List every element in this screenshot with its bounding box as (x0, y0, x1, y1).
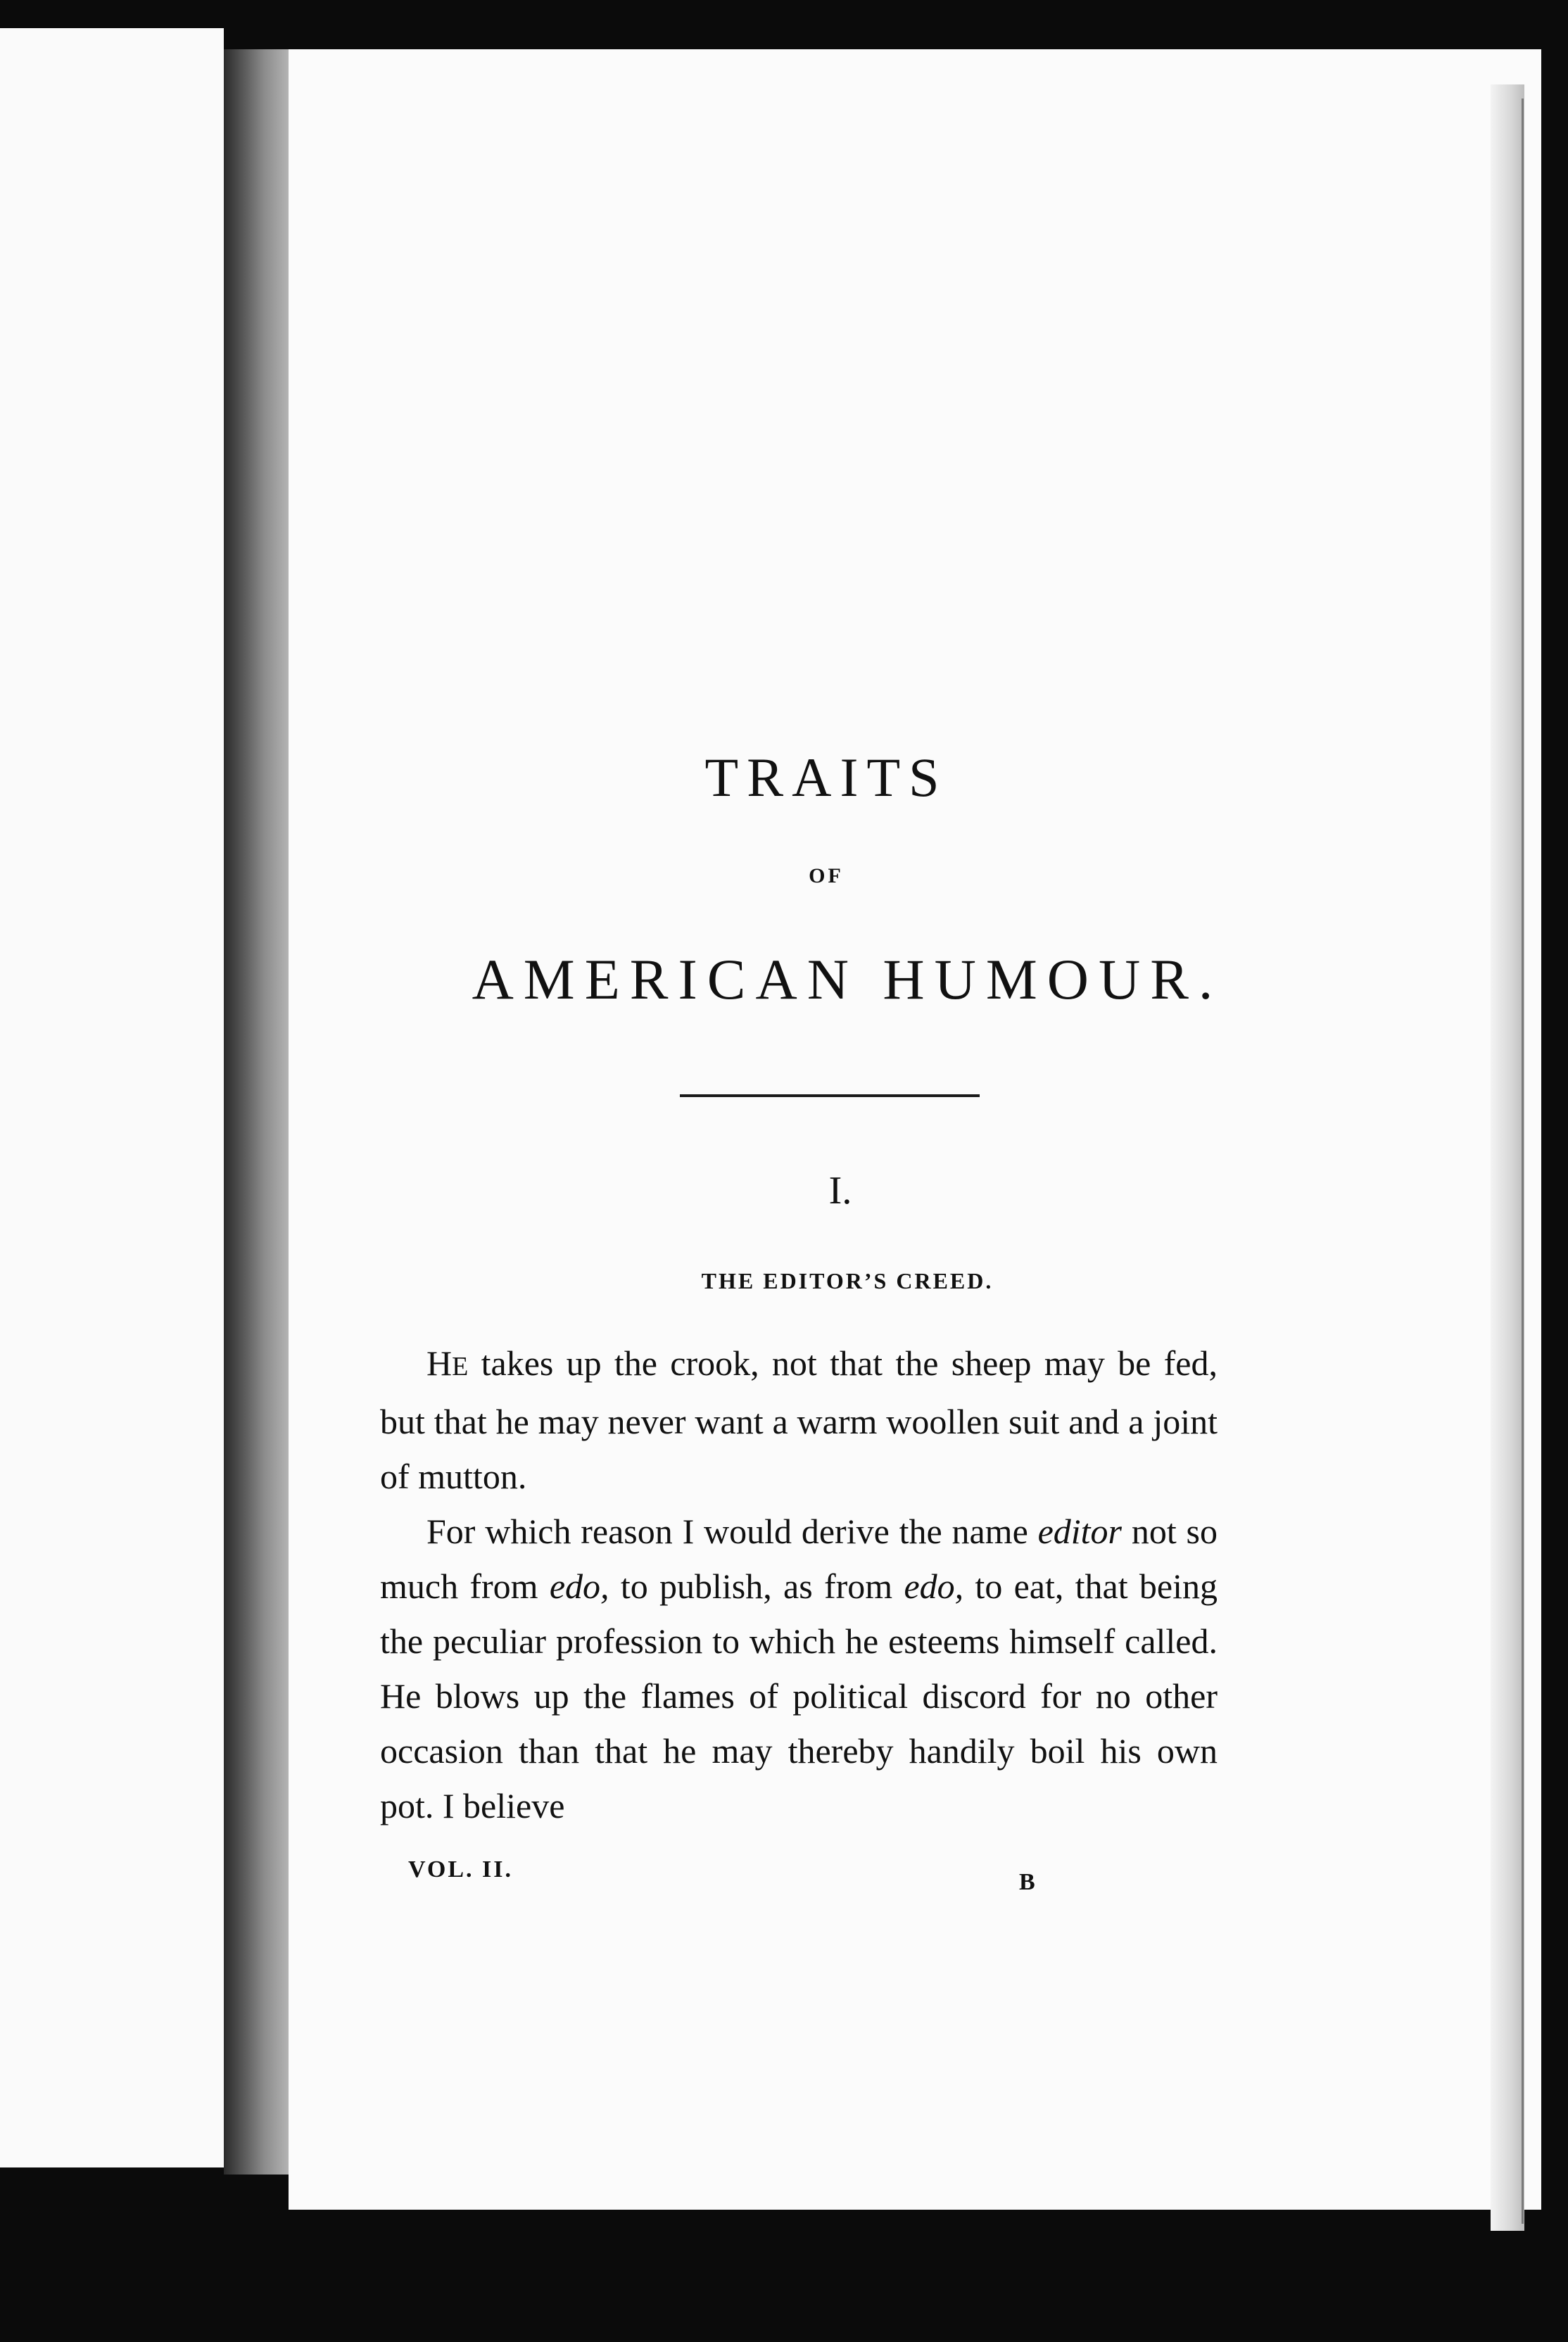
paragraph-2-italic-editor: editor (1037, 1512, 1123, 1551)
title-line-american-humour: AMERICAN HUMOUR. (472, 947, 1223, 1011)
paragraph-2-italic-edo-2: edo, (904, 1566, 964, 1606)
section-numeral: I. (828, 1169, 852, 1213)
page-edge-line (1522, 99, 1524, 2224)
paragraph-1-initial-smallcap: E (452, 1352, 469, 1381)
paragraph-1-initial: H (426, 1343, 453, 1383)
title-divider-rule (680, 1094, 980, 1097)
paragraph-2-text-d: to eat, that being the peculiar profession to which he esteems himself called. He blows up the flames of political discord for no other occasion than that he may thereby handily boil his own pot. I believe (380, 1566, 1218, 1825)
paragraph-2-italic-edo-1: edo, (549, 1566, 609, 1606)
page-edge-shadow (1491, 84, 1524, 2231)
book-gutter (224, 49, 291, 2175)
paragraph-1 (380, 1336, 1218, 1504)
body-text (380, 1336, 1218, 1833)
paragraph-2-text-b: not so much from (380, 1512, 1218, 1606)
title-line-of: OF (809, 864, 844, 887)
title-line-traits: TRAITS (704, 747, 948, 808)
paragraph-2-text-a: For which reason I would derive the name (426, 1512, 1038, 1551)
section-heading: THE EDITOR’S CREED. (701, 1268, 994, 1293)
paragraph-1-text: takes up the crook, not that the sheep may be fed, but that he may never want a warm woollen suit and a joint of mutton. (380, 1343, 1218, 1496)
signature-mark: B (1019, 1869, 1035, 1895)
book-page (289, 49, 1541, 2210)
paragraph-2-text-c: to publish, as from (609, 1566, 904, 1606)
paragraph-2 (380, 1504, 1218, 1833)
volume-marker: VOL. II. (408, 1856, 513, 1882)
previous-page (0, 28, 224, 2167)
